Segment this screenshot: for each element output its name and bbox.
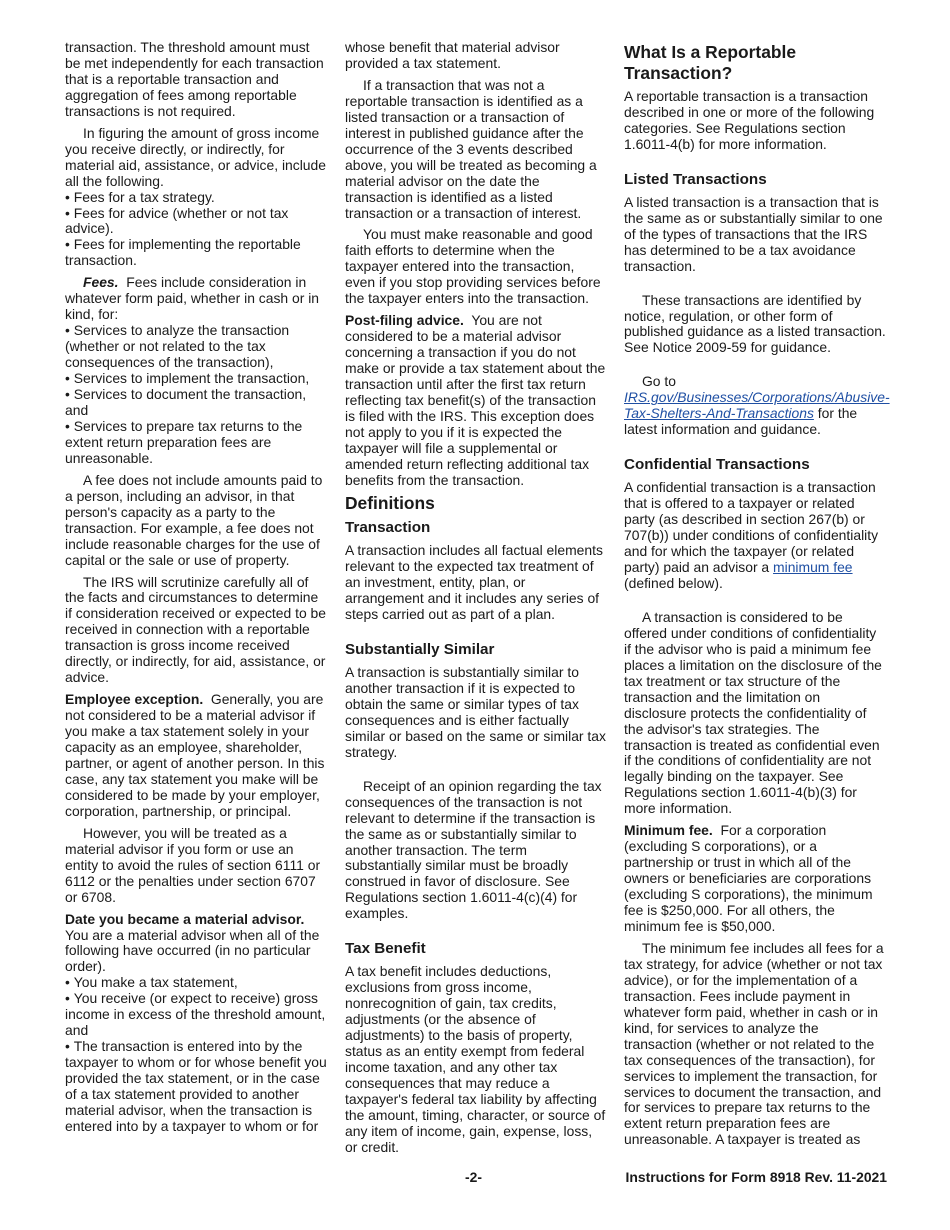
paragraph [345, 313, 607, 488]
paragraph: Receipt of an opinion regarding the tax consequences of the transaction is not relevant to determine if the transaction is the same as or substantially similar to another transaction. The term substantially similar must be broadly construed in favor of disclosure. See Regulations section 1.6011-4(c)(4) for examples. [345, 777, 602, 922]
list-item: • You receive (or expect to receive) gross income in excess of the threshold amount, and [65, 991, 327, 1039]
column-middle [345, 40, 607, 1156]
paragraph: In figuring the amount of gross income you receive directly, or indirectly, for material aid, assistance, or advice, include all the following. [65, 124, 326, 189]
paragraph: You must make reasonable and good faith efforts to determine when the taxpayer entered into the transaction, even if you stop providing services before the taxpayer enters into the transaction. [345, 226, 601, 307]
paragraph: A fee does not include amounts paid to a person, including an advisor, in that person's capacity as a party to the transaction. For example, a fee does not include reasonable charges for the use of capital or the sale or use of property. [65, 471, 323, 568]
column-left [65, 40, 327, 1135]
list-item: • Services to implement the transaction, [65, 371, 327, 387]
list-item: • Fees for advice (whether or not tax advice). [65, 206, 327, 238]
list-item: • Fees for a tax strategy. [65, 190, 327, 206]
bullet-list [65, 975, 327, 1135]
run-in-heading: Post-filing advice. [345, 312, 464, 329]
run-in-heading: Date you became a material advisor. [65, 910, 305, 927]
subsection-heading: Substantially Similar [345, 641, 495, 658]
run-in-heading: Employee exception. [65, 691, 204, 708]
bullet-list [65, 190, 327, 270]
list-item: • The transaction is entered into by the taxpayer to whom or for whose benefit you provided the tax statement, or in the case of a tax statement provided to another material advisor, when the transaction is entered into by a taxpayer to whom or for [65, 1039, 327, 1135]
section-heading: Definitions [345, 492, 435, 513]
paragraph: whose benefit that material advisor provided a tax statement. [345, 39, 560, 71]
paragraph: A transaction is considered to be offered under conditions of confidentiality if the advisor who is paid a minimum fee places a limitation on the disclosure of the tax treatment or tax structure of the transaction and the limitation on disclosure protects the confidentiality of the advisor's tax strategies. The transaction is treated as confidential even if the conditions of confidentiality are not legally binding on the taxpayer. See Regulations section 1.6011-4(b)(3) for more information. [624, 608, 882, 817]
paragraph-text: Go to [642, 373, 676, 390]
paragraph: If a transaction that was not a reportable transaction is identified as a listed transaction or a transaction of interest in published guidance after the occurrence of the 3 events described above, you will be treated as becoming a material advisor on the date the transaction is identified as a listed transaction or a transaction of interest. [345, 76, 597, 221]
run-in-heading: Minimum fee. [624, 822, 713, 839]
paragraph-text: A confidential transaction is a transaction that is offered to a taxpayer or related party (as described in section 267(b) or 707(b)) under conditions of confidentiality and for which the taxpayer (or related party) paid an advisor a [624, 479, 879, 575]
page-footer [65, 1169, 887, 1187]
list-item: • Services to document the transaction, and [65, 387, 327, 419]
paragraph [65, 912, 327, 976]
paragraph: transaction. The threshold amount must be met independently for each transaction that is a reportable transaction and aggregation of fees among reportable transactions is not required. [65, 39, 324, 119]
paragraph [624, 823, 886, 935]
paragraph-text: Generally, you are not considered to be a material advisor if you make a tax statement solely in your capacity as an employee, shareholder, partner, or agent of another person. In this case, any tax statement you make will be considered to be made by your employer, corporation, partnership, or principal. [65, 691, 325, 819]
paragraph: A transaction is substantially similar to another transaction if it is expected to obtain the same or similar types of tax consequences and is either factually similar or based on the same or similar tax strategy. [345, 664, 606, 760]
subsection-heading: Listed Transactions [624, 170, 767, 188]
paragraph-text: For a corporation (excluding S corporations), or a partnership or trust in which all of the owners or beneficiaries are corporations (excluding S corporations), the minimum fee is $250,000. For all others, the minimum fee is $50,000. [624, 822, 873, 934]
list-item: • Services to prepare tax returns to the extent return preparation fees are unreasonable. [65, 419, 327, 467]
column-right [624, 40, 890, 1148]
irs-abusive-tax-shelters-link[interactable]: IRS.gov/Businesses/Corporations/Abusive-Tax-Shelters-And-Transactions [624, 389, 890, 422]
paragraph [624, 480, 886, 592]
paragraph-text: for the latest information and guidance. [624, 405, 858, 438]
subsection-heading: Confidential Transactions [624, 456, 810, 474]
paragraph: A reportable transaction is a transaction described in one or more of the following categories. See Regulations section 1.6011-4(b) for more information. [624, 88, 875, 152]
paragraph: The IRS will scrutinize carefully all of the facts and circumstances to determine if consideration received or expected to be received in connection with a reportable transaction is gross income received directly, or indirectly, for aid, assistance, or advice. [65, 573, 326, 686]
subsection-heading: Tax Benefit [345, 940, 426, 958]
paragraph [624, 373, 890, 438]
list-item: • You make a tax statement, [65, 975, 327, 991]
paragraph: The minimum fee includes all fees for a tax strategy, for advice (whether or not tax advice), or for the implementation of a transaction. Fees include payment in whatever form paid, whether in cash or in kind, for services to analyze the transaction (whether or not related to the tax consequences of the transaction), for services to implement the transaction, for services to document the transaction, and for services to prepare tax returns to the extent return preparation fees are unreasonable. A taxpayer is treated as [624, 939, 884, 1148]
list-item: • Fees for implementing the reportable transaction. [65, 237, 327, 269]
paragraph-text: You are not considered to be a material advisor concerning a transaction if you do not make or provide a tax statement about the transaction until after the first tax return reflecting tax benefit(s) of the transaction is filed with the IRS. This exception does not apply to you if it is expected the taxpayer will file a supplemental or amended return reflecting additional tax benefits from the transaction. [345, 312, 606, 488]
form-reference: Instructions for Form 8918 Rev. 11-2021 [625, 1169, 887, 1185]
paragraph: A transaction includes all factual elements relevant to the expected tax treatment of an investment, entity, plan, or arrangement and it includes any series of steps carried out as part of a plan. [345, 542, 603, 623]
page-number: -2- [465, 1169, 482, 1185]
paragraph-text: You are a material advisor when all of the following have occurred (in no particular order). [65, 926, 320, 975]
paragraph [65, 692, 327, 820]
run-in-heading: Fees. [83, 274, 119, 291]
paragraph: A listed transaction is a transaction that is the same as or substantially similar to one of the types of transactions that the IRS has determined to be a tax avoidance transaction. [624, 193, 883, 274]
section-heading: What Is a Reportable Transaction? [624, 42, 797, 83]
paragraph: These transactions are identified by notice, regulation, or other form of published guidance as a listed transaction. See Notice 2009-59 for guidance. [624, 291, 886, 356]
paragraph-text: Fees include consideration in whatever form paid, whether in cash or in kind, for: [65, 274, 320, 323]
paragraph [65, 275, 327, 323]
bullet-list [65, 323, 327, 467]
paragraph: A tax benefit includes deductions, exclusions from gross income, nonrecognition of gain, tax credits, adjustments (or the absence of adjustments) to the basis of property, status as an entity exempt from federal income taxation, and any other tax consequences that may reduce a taxpayer's federal tax liability by affecting the amount, timing, character, or source of any item of income, gain, expense, loss, or credit. [345, 963, 606, 1155]
paragraph: However, you will be treated as a material advisor if you form or use an entity to avoid the rules of section 6111 or 6112 or the penalties under section 6707 or 6708. [65, 824, 321, 905]
minimum-fee-link[interactable]: minimum fee [773, 558, 853, 575]
subsection-heading: Transaction [345, 519, 431, 537]
paragraph-text: (defined below). [624, 574, 723, 591]
list-item: • Services to analyze the transaction (whether or not related to the tax consequences of the transaction), [65, 323, 327, 371]
